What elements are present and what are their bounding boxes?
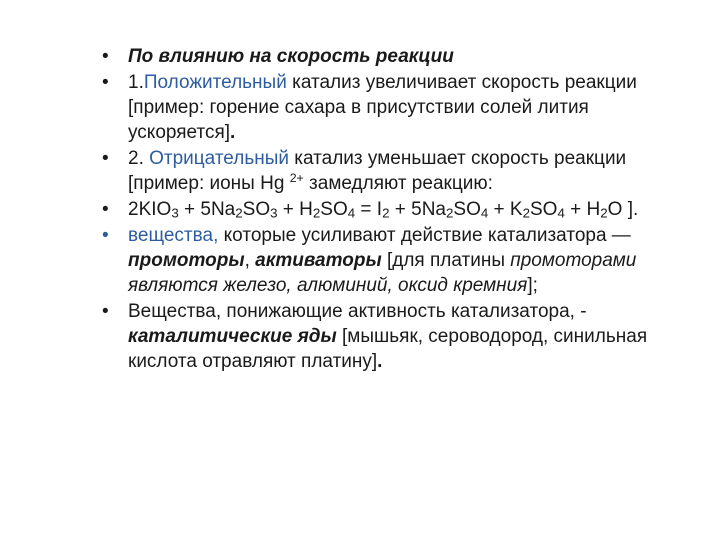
substances-term: вещества,	[128, 225, 219, 246]
promoters-example: промоторами являются железо, алюминий, оксид кремния	[128, 250, 637, 296]
separator: ,	[244, 250, 256, 271]
negative-description-a: катализ уменьшает скорость реакции [пример: ионы Hg	[128, 148, 627, 194]
bullet-icon: •	[102, 301, 109, 322]
heading-text: По влиянию на скорость реакции	[128, 46, 454, 67]
bullet-item-poisons	[100, 299, 700, 374]
item-number: 2.	[128, 148, 150, 169]
activators-term: активаторы	[255, 250, 382, 271]
bullet-icon: •	[102, 72, 109, 93]
promoters-description-c: ];	[527, 275, 538, 296]
bullet-icon: •	[102, 148, 109, 169]
bullet-item-promoters	[100, 223, 700, 298]
bullet-item-negative	[100, 146, 700, 196]
bullet-icon: •	[102, 46, 109, 67]
bullet-item-positive	[100, 70, 700, 145]
bullet-list	[100, 44, 700, 375]
period: .	[230, 122, 236, 143]
promoters-description-b: [для платины	[381, 250, 511, 271]
poisons-description-b: [мышьяк, сероводород, синильная кислота отравляют платину]	[128, 326, 648, 372]
promoters-description-a: которые усиливают действие катализатора —	[218, 225, 631, 246]
bullet-item-heading	[100, 44, 700, 69]
item-number: 1.	[128, 72, 144, 93]
positive-description: катализ увеличивает скорость реакции [пример: горение сахара в присутствии солей лития ускоряется]	[128, 72, 637, 143]
promoters-term: промоторы	[128, 250, 245, 271]
catalytic-poisons-term: каталитические яды	[128, 326, 337, 347]
positive-term: Положительный	[143, 72, 287, 93]
chemical-equation: $2KIO_3 + 5Na_2SO_3 + H_2SO_4 = I_2 + 5Na_2SO_4 + K_2SO_4 + H_2O$ ].	[128, 199, 639, 221]
poisons-description-a: Вещества, понижающие активность катализатора, -	[128, 301, 587, 322]
ion-charge: 2+	[289, 171, 304, 186]
negative-description-b: замедляют реакцию:	[303, 173, 493, 194]
bullet-icon: •	[102, 225, 109, 246]
negative-term: Отрицательный	[149, 148, 289, 169]
bullet-icon: •	[102, 199, 109, 220]
bullet-item-equation	[100, 197, 700, 222]
period: .	[377, 351, 383, 372]
